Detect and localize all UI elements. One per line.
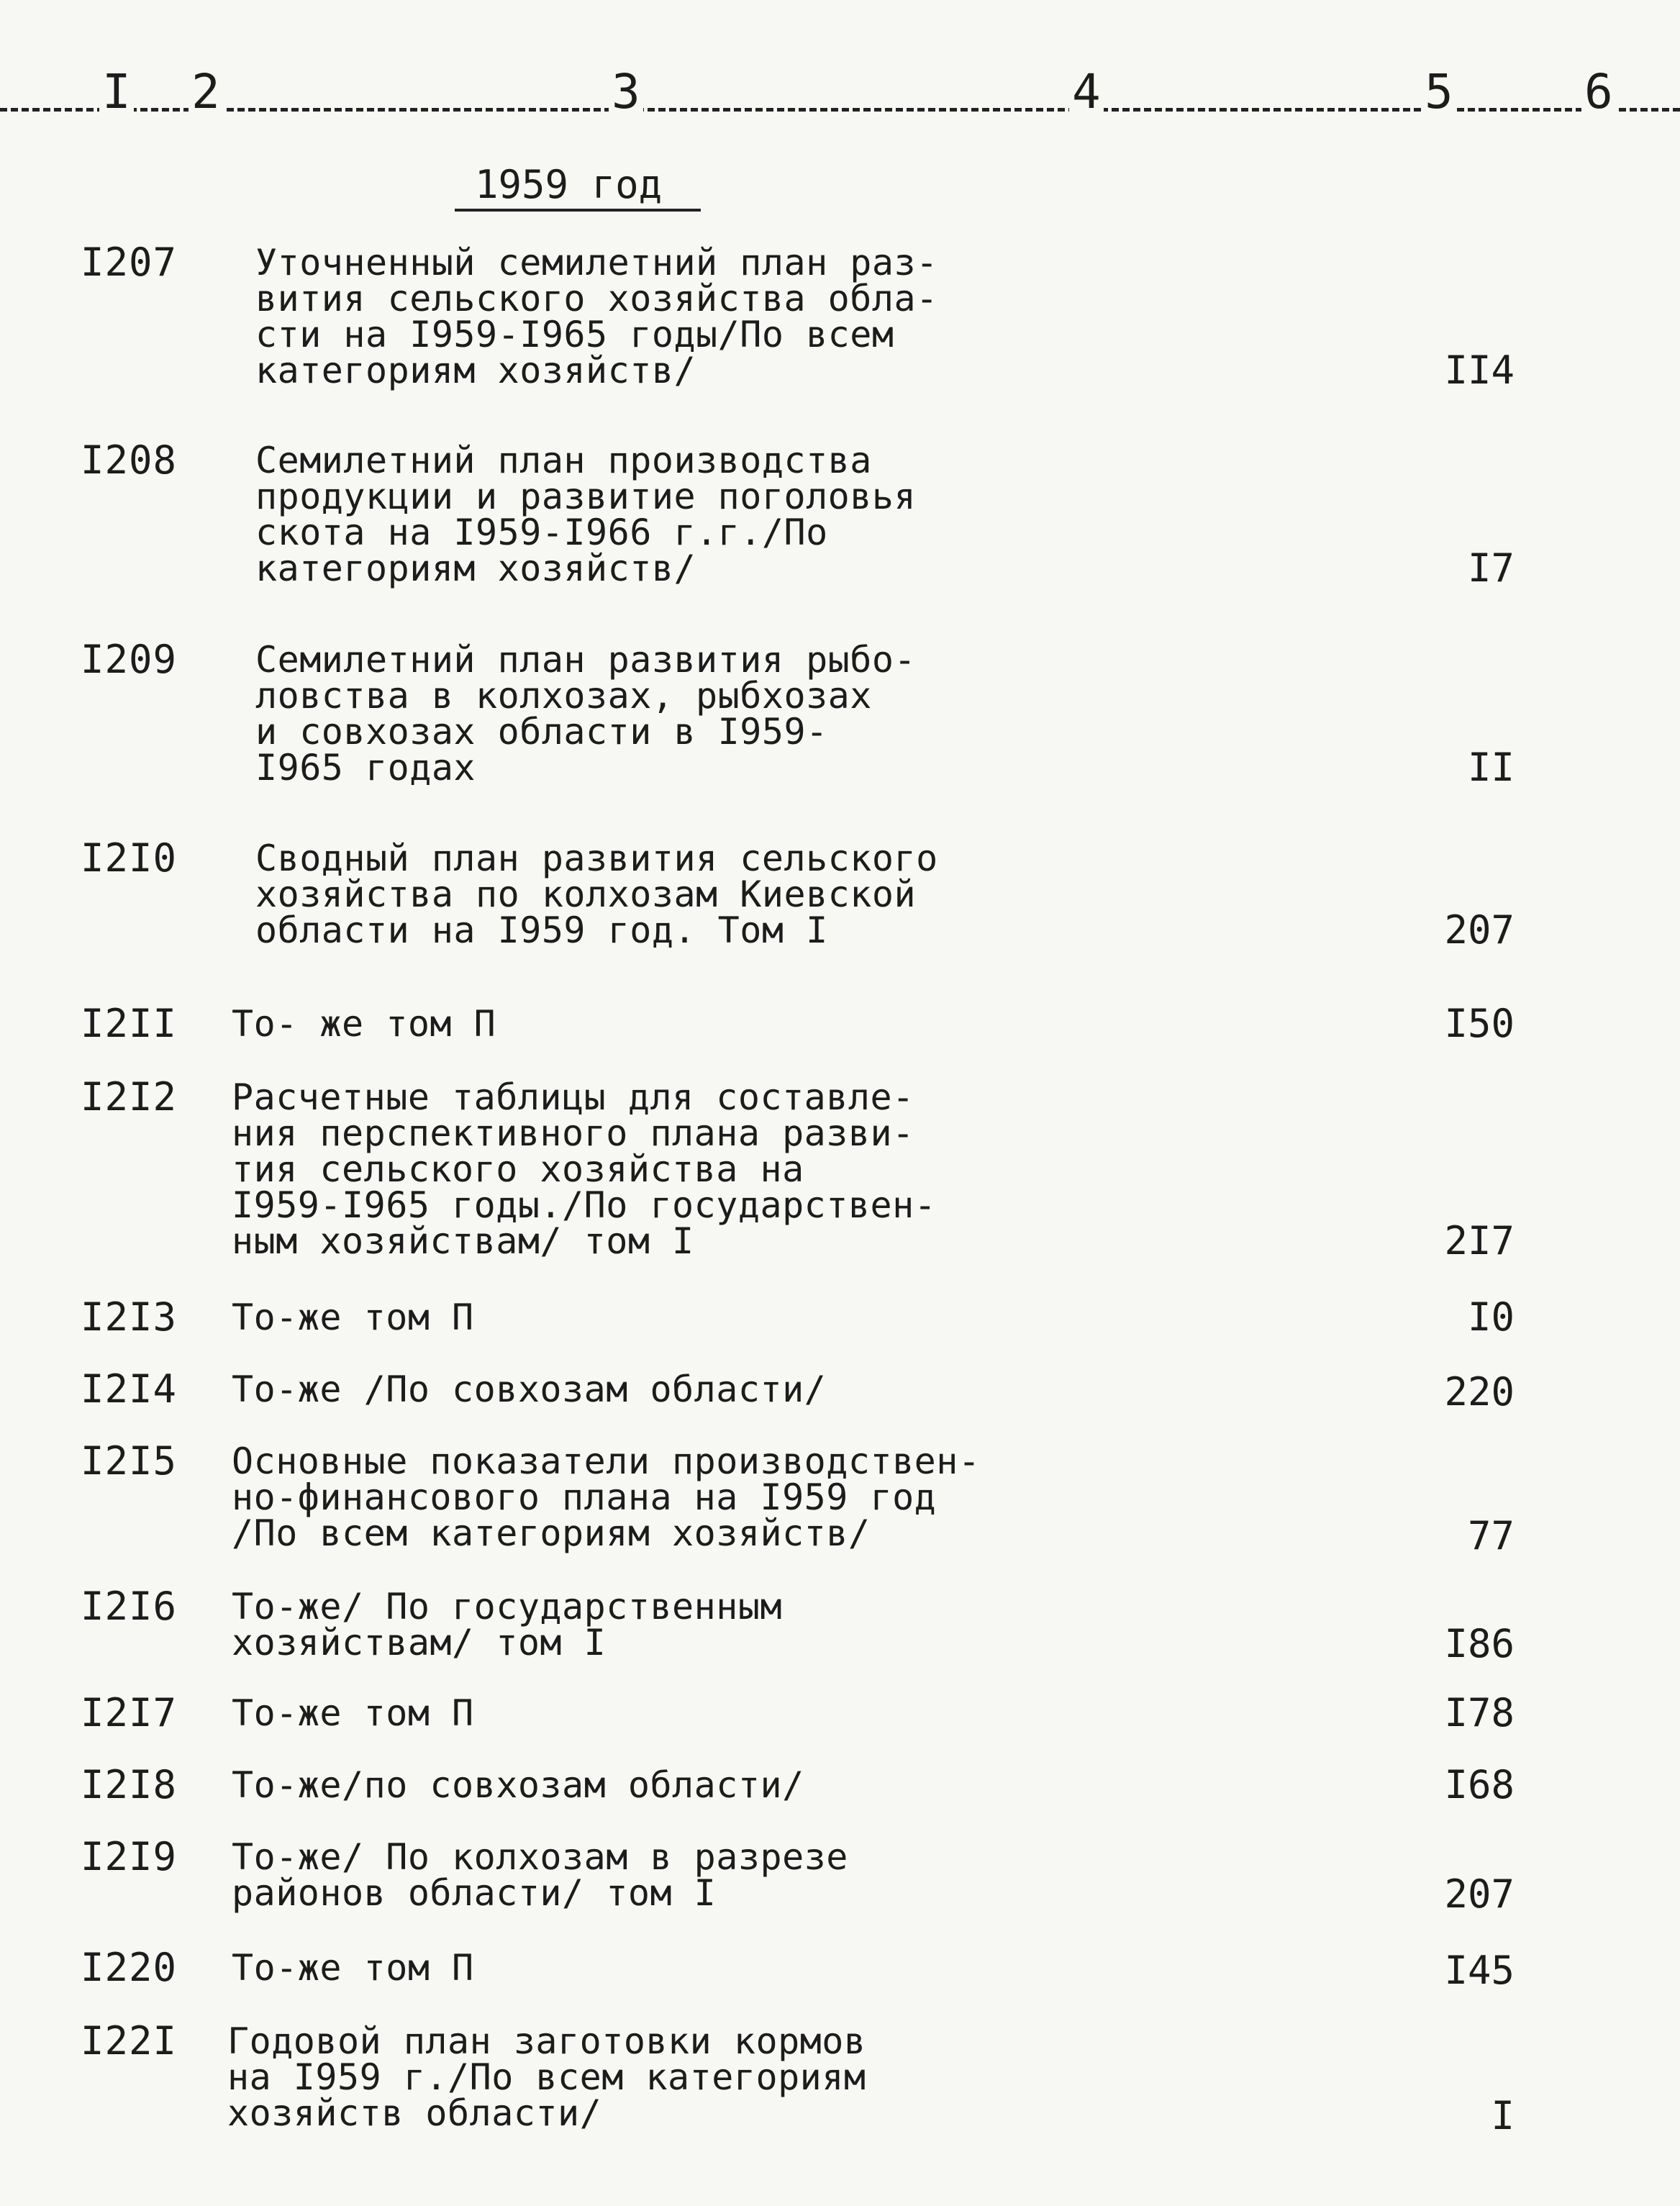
entry-number: I22I [81,2018,178,2064]
entry-number: I2I2 [81,1074,178,1120]
entry-title: То-же/ По колхозам в разрезе районов области/ том I [232,1836,848,1914]
entry-sheet-count: I68 [1444,1762,1515,1807]
entry-sheet-count: I78 [1444,1690,1515,1735]
entry-title: То- же том П [232,1003,496,1045]
entry-title: То-же том П [232,1297,474,1338]
column-number-5: 5 [1422,63,1456,121]
year-title: 1959 год [475,162,663,207]
entry-title: Расчетные таблицы для составле- ния перспективного плана разви- тия сельского хозяйства на I959-I965 годы./По государствен- ным хозяйствам/ том I [232,1076,937,1262]
entry-title: То-же том П [232,1692,474,1734]
entry-number: I2I8 [81,1762,178,1807]
entry-number: I2I4 [81,1366,178,1412]
column-number-6: 6 [1581,63,1616,121]
entry-number: I2I5 [81,1438,178,1484]
entry-title: То-же /По совхозам области/ [232,1368,827,1410]
entry-number: I207 [81,240,178,285]
entry-title: Годовой план заготовки кормов на I959 г./По всем категориям хозяйств области/ [227,2020,866,2134]
entry-number: I2II [81,1001,178,1046]
entry-title: Основные показатели производствен- но-финансового плана на I959 год /По всем категориям хозяйств/ [232,1440,981,1554]
column-header-row [0,63,1680,121]
entry-sheet-count: I [1491,2093,1515,2138]
column-number-3: 3 [609,63,643,121]
column-number-4: 4 [1069,63,1104,121]
entry-title: Сводный план развития сельского хозяйства по колхозам Киевской области на I959 год. Том I [255,838,938,951]
entry-title: То-же/ По государственным хозяйствам/ том I [232,1586,783,1663]
year-underline [455,209,701,212]
entry-sheet-count: I7 [1467,545,1515,591]
entry-title: Уточненный семилетний план раз- вития сельского хозяйства обла- сти на I959-I965 годы/По всем категориям хозяйств/ [255,242,938,391]
entry-sheet-count: 77 [1467,1513,1515,1558]
entry-number: I2I7 [81,1690,178,1735]
entry-number: I209 [81,637,178,682]
entry-sheet-count: II4 [1444,348,1515,393]
entry-number: I2I3 [81,1294,178,1340]
entry-number: I208 [81,437,178,483]
entry-sheet-count: II [1467,745,1515,790]
column-number-2: 2 [189,63,223,121]
entry-sheet-count: I50 [1444,1001,1515,1046]
entry-number: I2I6 [81,1584,178,1629]
entry-number: I2I9 [81,1834,178,1879]
entry-title: То-же том П [232,1947,474,1989]
entry-sheet-count: 207 [1444,1871,1515,1917]
entry-title: То-же/по совхозам области/ [232,1764,804,1806]
entry-title: Семилетний план развития рыбо- ловства в колхозах, рыбхозах и совхозах области в I959- I965 годах [255,639,917,789]
entry-sheet-count: I86 [1444,1621,1515,1666]
entry-number: I2I0 [81,835,178,881]
entry-sheet-count: I0 [1467,1294,1515,1340]
entry-title: Семилетний план производства продукции и развитие поголовья скота на I959-I966 г.г./По категориям хозяйств/ [255,440,917,589]
column-number-1: I [99,63,134,121]
entry-sheet-count: I45 [1444,1948,1515,1993]
entry-sheet-count: 207 [1444,907,1515,953]
entry-sheet-count: 220 [1444,1369,1515,1415]
entry-number: I220 [81,1945,178,1990]
entry-sheet-count: 2I7 [1444,1218,1515,1263]
